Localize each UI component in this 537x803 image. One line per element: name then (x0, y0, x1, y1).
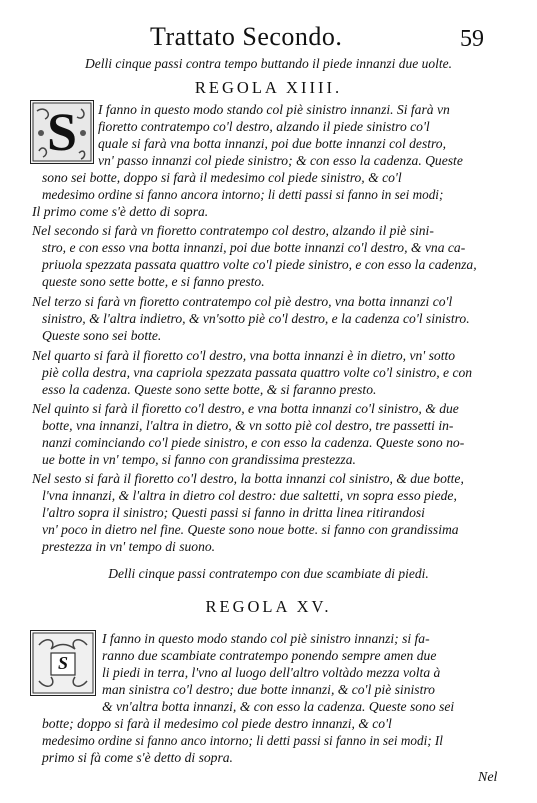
text-line: sono sei botte, doppo si farà il medesimo col piede sinistro, & co'l (42, 170, 402, 185)
text-line: quale si farà vna botta innanzi, poi due botte innanzi col destro, (98, 136, 447, 151)
text-line: fioretto contratempo co'l destro, alzando il piede sinistro co'l (98, 119, 430, 134)
text-line: stro, e con esso vna botta innanzi, poi due botte innanzi co'l destro, & vna ca- (42, 240, 466, 255)
text-line: Il primo come s'è detto di sopra. (32, 204, 209, 219)
text-line: piè colla destra, vna capriola spezzata passata quattro volte co'l sinistro, e con (42, 365, 473, 380)
text-line: l'vna innanzi, & l'altra in dietro col destro: due saltetti, vn sopra esso piede, (42, 488, 457, 503)
text-line: botte, vna innanzi, l'altra in dietro, & vn sotto piè col destro, tre passetti in- (42, 418, 454, 433)
page-title: Trattato Secondo. (150, 22, 343, 51)
text-line: esso la cadenza. Queste sono sette botte, & si faranno presto. (42, 382, 377, 397)
running-head (0, 18, 537, 52)
section-subtitle-2: Delli cinque passi contratempo con due scambiate di piedi. (108, 566, 429, 581)
text-line: vn' passo innanzi col piede sinistro; & con esso la cadenza. Queste (98, 153, 463, 168)
decorated-initial-s-2 (30, 630, 96, 696)
text-line: Nel secondo si farà vn fioretto contratempo col destro, alzando il piè sini- (32, 223, 434, 238)
text-line: prestezza in vn' tempo di suono. (42, 539, 216, 554)
text-line: Queste sono sei botte. (42, 328, 162, 343)
text-line: man sinistra co'l destro; due botte innanzi, & co'l piè sinistro (102, 682, 435, 697)
catchword: Nel (478, 770, 498, 785)
text-line: queste sono sette botte, e si fanno presto. (42, 274, 265, 289)
text-line: & vn'altra botta innanzi, & con esso la cadenza. Queste sono sei (102, 699, 455, 714)
rule-heading-15: REGOLA XV. (205, 597, 332, 616)
text-line: medesimo ordine si fanno anco intorno; li detti passi si fanno in sei modi; Il (42, 733, 443, 748)
text-line: primo si fà come s'è detto di sopra. (42, 750, 233, 765)
text-line: li piedi in terra, l'vno al luogo dell'altro voltàdo mezza volta à (102, 665, 441, 680)
rule-heading-14: REGOLA XIIII. (194, 78, 343, 97)
text-line: nanzi cominciando co'l piede sinistro, e con esso la cadenza. Queste sono no- (42, 435, 465, 450)
text-line: vn' poco in dietro nel fine. Queste sono noue botte. si fanno con grandissima (42, 522, 459, 537)
text-line: I fanno in questo modo stando col piè sinistro innanzi; si fa- (102, 631, 430, 646)
text-line: Nel quinto si farà il fioretto co'l destro, e vna botta innanzi co'l sinistro, & due (32, 401, 459, 416)
text-line: Nel terzo si farà vn fioretto contratempo col piè destro, vna botta innanzi co'l (32, 294, 453, 309)
text-line: I fanno in questo modo stando col piè sinistro innanzi. Si farà vn (98, 102, 450, 117)
initial-letter: S (46, 102, 78, 162)
text-line: Nel quarto si farà il fioretto co'l destro, vna botta innanzi è in dietro, vn' sotto (32, 348, 456, 363)
text-line: priuola spezzata passata quattro volte co'l piede sinistro, e con esso la cadenza, (42, 257, 477, 272)
text-line: ue botte in vn' tempo, si fanno con grandissima prestezza. (42, 452, 356, 467)
text-line: sinistro, & l'altra indietro, & vn'sotto piè co'l destro, e la cadenza co'l sinistro. (42, 311, 470, 326)
text-line: Nel sesto si farà il fioretto co'l destro, la botta innanzi col sinistro, & due botte, (32, 471, 464, 486)
text-line: botte; doppo si farà il medesimo col piede destro innanzi, & co'l (42, 716, 392, 731)
initial-letter: S (57, 652, 68, 673)
text-line: ranno due scambiate contratempo ponendo sempre amen due (102, 648, 437, 663)
text-line: medesimo ordine si fanno ancora intorno; li detti passi si fanno in sei modi; (42, 187, 444, 202)
page-number: 59 (460, 26, 484, 52)
section-subtitle: Delli cinque passi contra tempo buttando il piede innanzi due uolte. (84, 56, 453, 71)
decorated-initial-s (30, 100, 94, 164)
text-line: l'altro sopra il sinistro; Questi passi si fanno in dritta linea ritirandosi (42, 505, 425, 520)
